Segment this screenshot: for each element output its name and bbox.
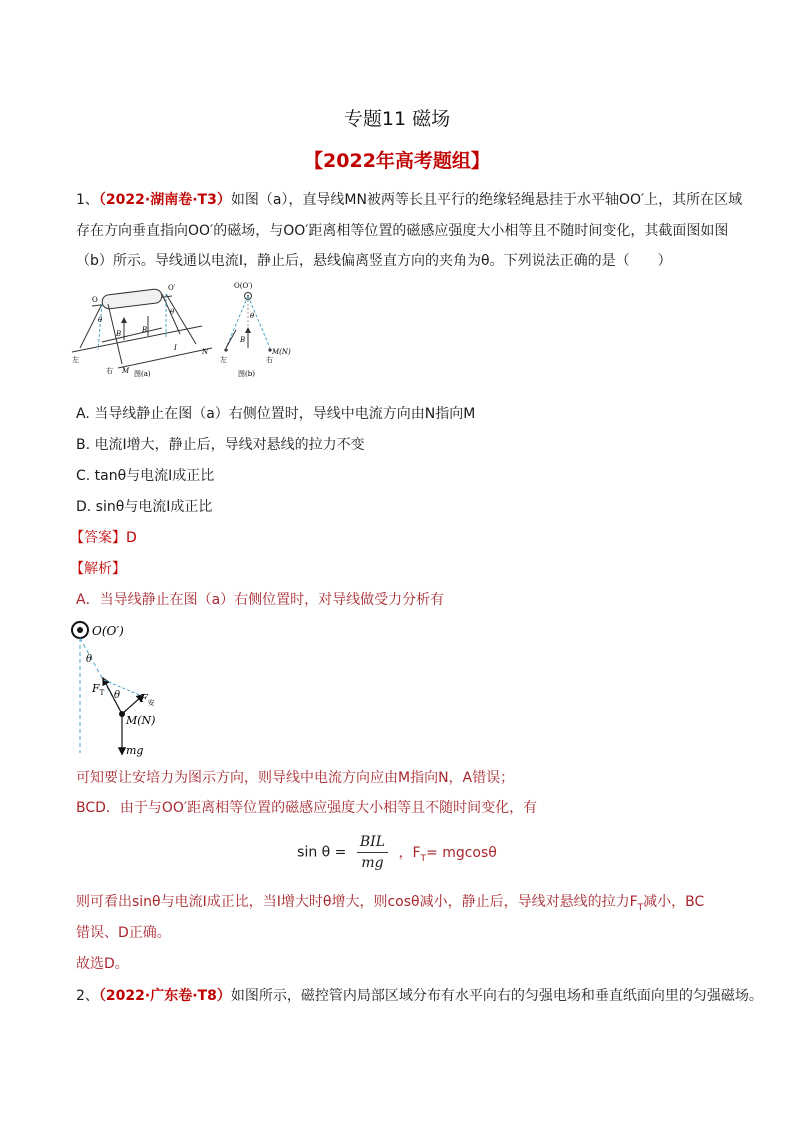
- label-B-2: B: [142, 326, 148, 334]
- label-theta-1: θ: [98, 316, 103, 324]
- label-theta-mid: θ: [114, 690, 121, 701]
- figure-b: [214, 278, 291, 378]
- label-B-1: B: [116, 330, 122, 338]
- analysis-final: 故选D。: [76, 956, 129, 972]
- label-O: O: [92, 296, 98, 304]
- label-O-O-prime: O(O′): [234, 282, 253, 290]
- question-source: （2022·湖南卷·T3）: [98, 192, 231, 208]
- formula-denominator: mg: [361, 855, 384, 871]
- section-heading: 【2022年高考题组】: [304, 150, 490, 172]
- option-b: B. 电流I增大，静止后，导线对悬线的拉力不变: [76, 437, 365, 453]
- analysis-result-line-2: 错误、D正确。: [76, 925, 171, 941]
- label-theta-2: θ: [170, 308, 175, 316]
- question-text: 如图所示，磁控管内局部区域分布有水平向右的匀强电场和垂直纸面向里的匀强磁场。: [230, 988, 763, 1004]
- formula: [0, 832, 794, 873]
- label-M: M: [122, 367, 130, 375]
- formula-lhs: sin θ =: [297, 844, 347, 861]
- label-theta: θ: [250, 312, 255, 320]
- option-c: C. tanθ与电流I成正比: [76, 468, 215, 484]
- question-number: 2、: [76, 988, 99, 1004]
- caption-b: 图(b): [238, 370, 255, 378]
- question-1-line-2: 存在方向垂直指向OO′的磁场，与OO′距离相等位置的磁感应强度大小相等且不随时间变化，其截面图如图: [76, 223, 729, 239]
- question-2-line-1: [76, 985, 763, 1007]
- analysis-result-line-1: 则可看出sinθ与电流I成正比，当I增大时θ增大，则cosθ减小，静止后，导线对悬线的拉力$F_T$减小，BC: [76, 894, 705, 913]
- page-title: 专题11 磁场: [343, 108, 451, 130]
- question-1-line-3: （b）所示。导线通以电流I，静止后，悬线偏离竖直方向的夹角为θ。下列说法正确的是（ ）: [76, 253, 672, 269]
- formula-fraction: [357, 832, 388, 873]
- answer: 【答案】D: [70, 530, 137, 546]
- label-N: N: [202, 348, 209, 356]
- option-a: A. 当导线静止在图（a）右侧位置时，导线中电流方向由N指向M: [76, 406, 476, 422]
- formula-tension: ，$F_T= mgcos\theta$: [398, 844, 497, 864]
- analysis-a: A．当导线静止在图（a）右侧位置时，对导线做受力分析有: [76, 592, 445, 608]
- option-d: D. sinθ与电流I成正比: [76, 499, 213, 515]
- label-O-prime: O′: [168, 284, 176, 292]
- label-M-N: M(N): [272, 348, 291, 356]
- question-number: 1、: [76, 192, 99, 208]
- question-source: （2022·广东卷·T8）: [98, 988, 231, 1004]
- label-right: 右: [266, 356, 273, 364]
- formula-numerator: BIL: [357, 832, 388, 853]
- label-theta-top: θ: [86, 654, 93, 665]
- label-left: 左: [220, 356, 227, 364]
- label-F-an: $F_安$: [140, 692, 155, 707]
- analysis-label: 【解析】: [70, 561, 126, 577]
- force-diagram: [68, 618, 188, 758]
- label-right: 右: [106, 367, 113, 375]
- label-B: B: [240, 336, 246, 344]
- label-left: 左: [72, 356, 79, 364]
- analysis-bcd: BCD．由于与OO′距离相等位置的磁感应强度大小相等且不随时间变化，有: [76, 800, 538, 816]
- caption-a: 图(a): [134, 370, 151, 378]
- question-text: 如图（a），直导线MN被两等长且平行的绝缘轻绳悬挂于水平轴OO′上，其所在区域: [230, 192, 743, 208]
- label-F-T: $F_T$: [92, 682, 105, 697]
- label-O-O-prime: O(O′): [92, 624, 124, 638]
- label-I: I: [174, 344, 177, 352]
- label-M-N: M(N): [126, 714, 156, 727]
- question-1-line-1: [76, 189, 742, 211]
- figure-a: [62, 278, 224, 378]
- analysis-conclusion-a: 可知要让安培力为图示方向，则导线中电流方向应由M指向N，A错误；: [76, 770, 515, 786]
- label-mg: mg: [126, 744, 144, 757]
